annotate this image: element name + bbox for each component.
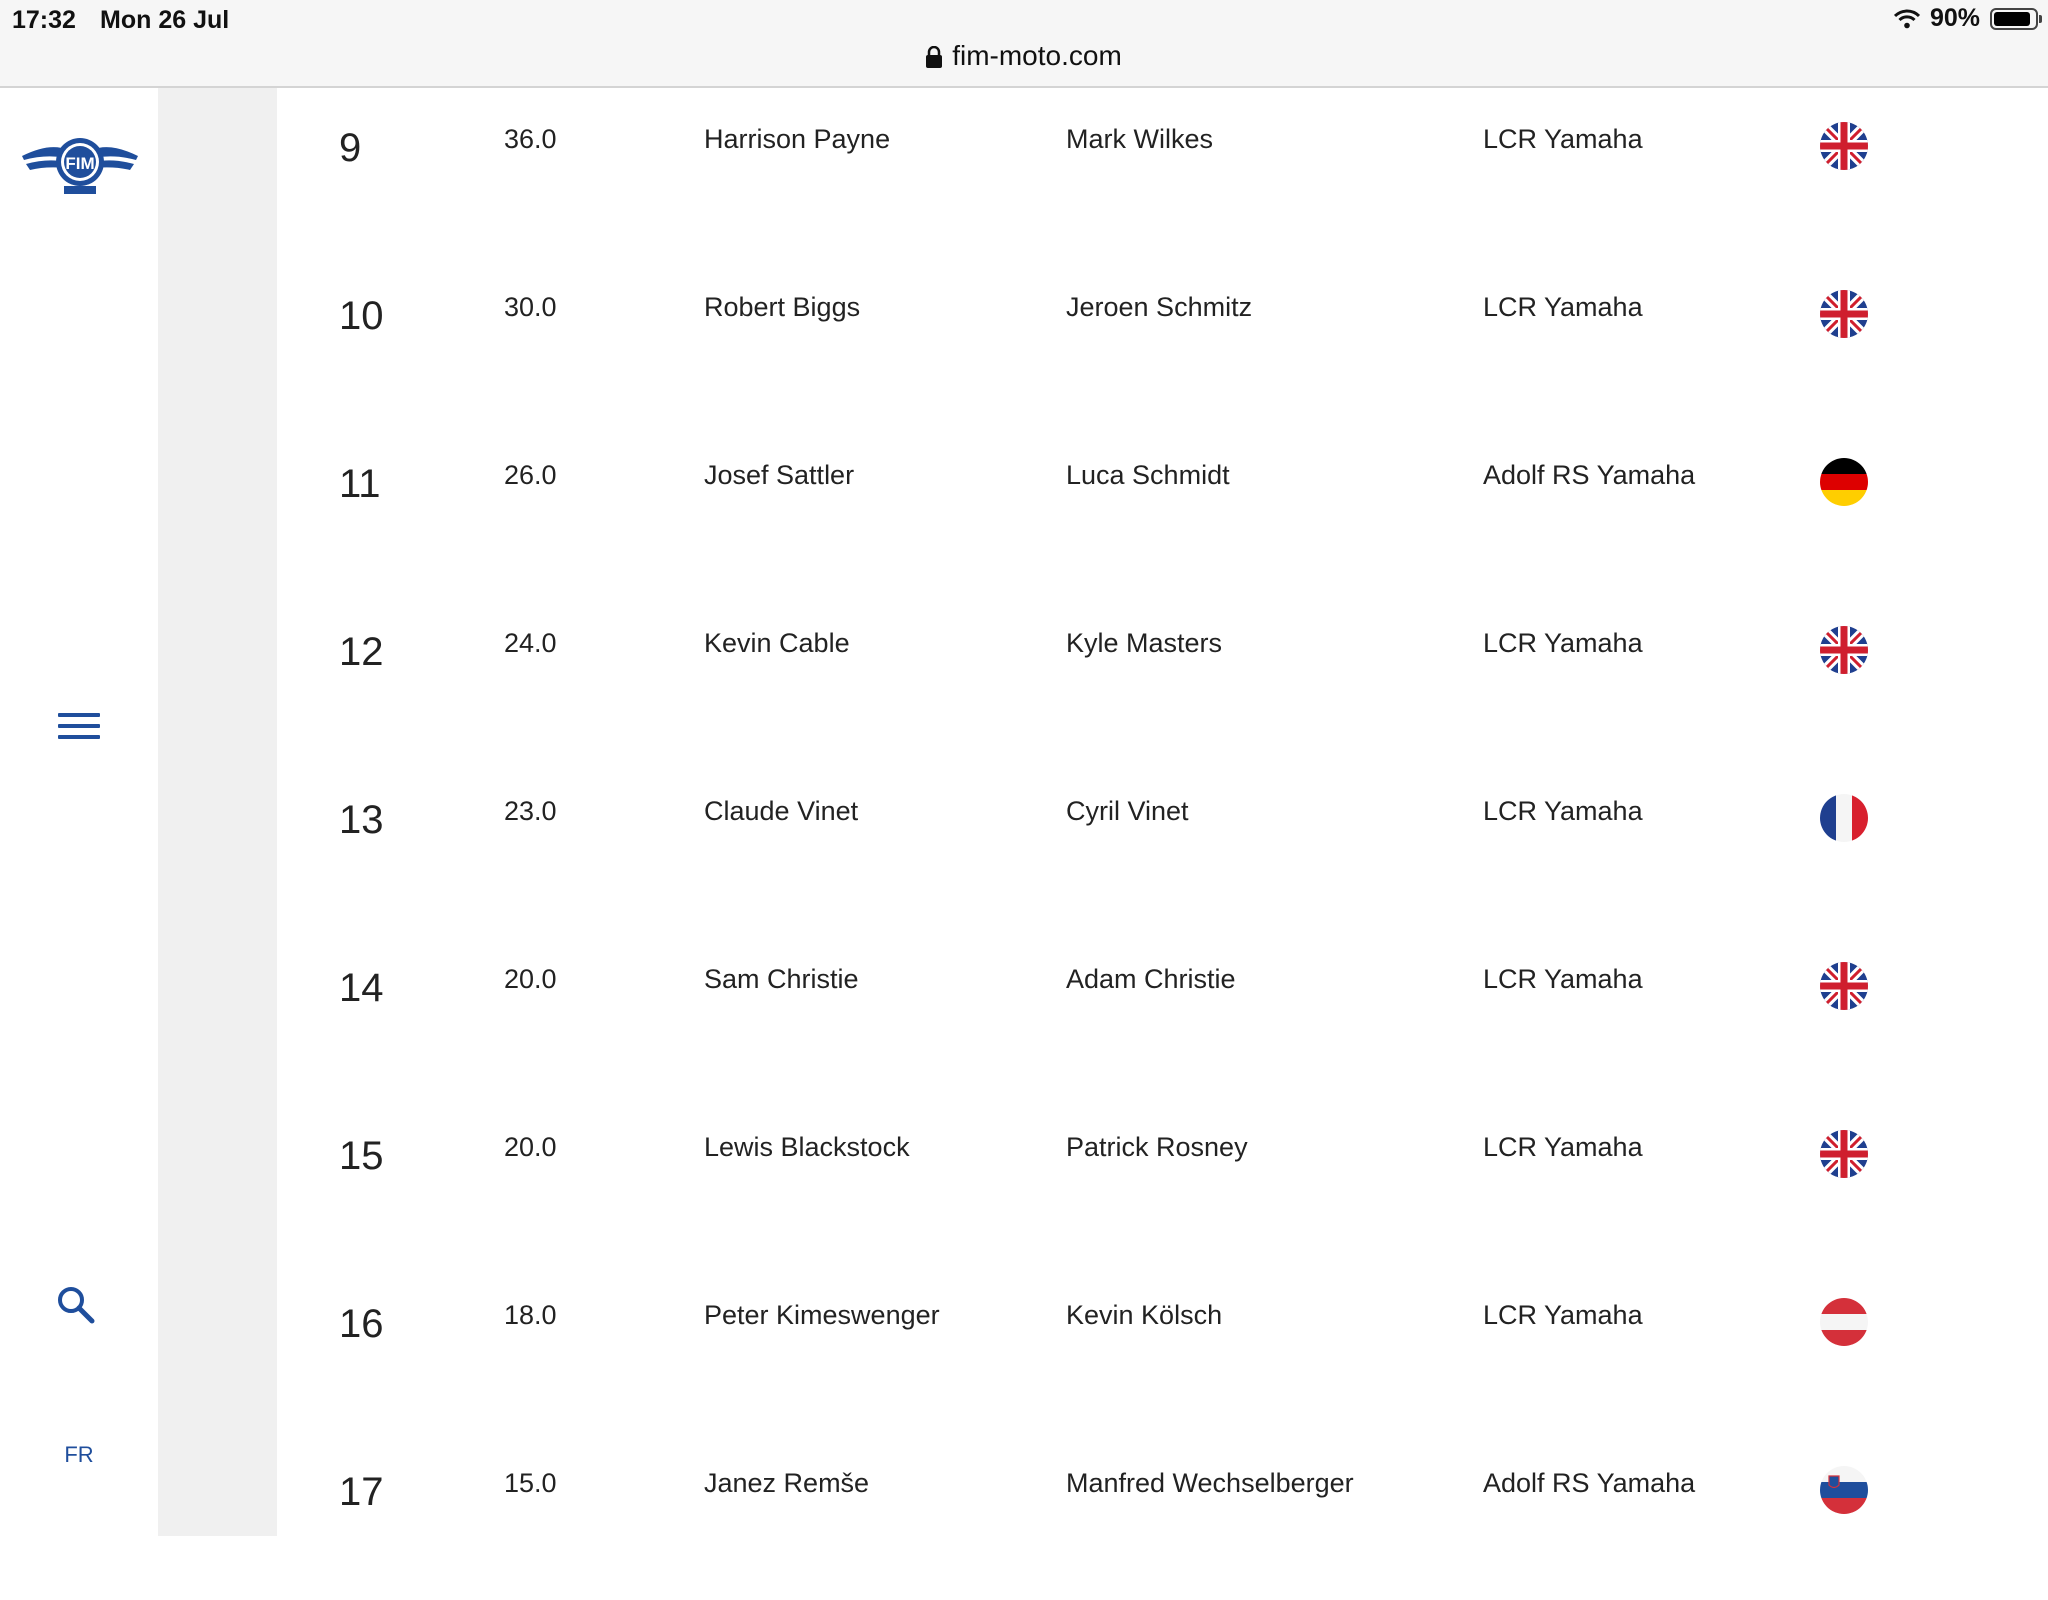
passenger-cell: Mark Wilkes bbox=[1066, 124, 1213, 154]
team-cell: Adolf RS Yamaha bbox=[1483, 1468, 1696, 1498]
team-cell: LCR Yamaha bbox=[1483, 628, 1643, 658]
url-text: fim-moto.com bbox=[952, 40, 1122, 71]
points-cell: 36.0 bbox=[504, 124, 557, 154]
rider-cell: Robert Biggs bbox=[704, 292, 861, 322]
passenger-cell: Jeroen Schmitz bbox=[1066, 292, 1253, 322]
flag-de-icon bbox=[1819, 457, 1869, 507]
table-row[interactable] bbox=[277, 928, 2048, 1096]
table-row[interactable] bbox=[277, 1096, 2048, 1264]
points-cell: 20.0 bbox=[504, 964, 557, 994]
position-cell: 17 bbox=[339, 1470, 384, 1514]
search-icon[interactable] bbox=[56, 1285, 96, 1325]
flag-gb-icon bbox=[1819, 625, 1869, 675]
team-cell: LCR Yamaha bbox=[1483, 292, 1643, 322]
flag-fr-icon bbox=[1819, 793, 1869, 843]
passenger-cell: Patrick Rosney bbox=[1066, 1132, 1248, 1162]
battery-icon bbox=[1990, 8, 2038, 30]
system-indicators bbox=[1894, 4, 2038, 33]
table-row[interactable] bbox=[277, 424, 2048, 592]
rider-cell: Josef Sattler bbox=[704, 460, 855, 490]
passenger-cell: Manfred Wechselberger bbox=[1066, 1468, 1354, 1498]
address-bar[interactable] bbox=[0, 40, 2048, 72]
team-cell: LCR Yamaha bbox=[1483, 1132, 1643, 1162]
passenger-cell: Kyle Masters bbox=[1066, 628, 1223, 658]
menu-bar-icon bbox=[58, 724, 100, 728]
fim-logo[interactable] bbox=[20, 128, 140, 198]
points-cell: 24.0 bbox=[504, 628, 557, 658]
points-cell: 30.0 bbox=[504, 292, 557, 322]
status-date: Mon 26 Jul bbox=[100, 6, 230, 34]
points-cell: 23.0 bbox=[504, 796, 557, 826]
table-row[interactable] bbox=[277, 256, 2048, 424]
wifi-icon bbox=[1894, 9, 1920, 29]
position-cell: 11 bbox=[339, 462, 381, 506]
team-cell: LCR Yamaha bbox=[1483, 1300, 1643, 1330]
rider-cell: Lewis Blackstock bbox=[704, 1132, 910, 1162]
flag-gb-icon bbox=[1819, 961, 1869, 1011]
passenger-cell: Kevin Kölsch bbox=[1066, 1300, 1223, 1330]
rider-cell: Peter Kimeswenger bbox=[704, 1300, 940, 1330]
passenger-cell: Cyril Vinet bbox=[1066, 796, 1189, 826]
status-time: 17:32 bbox=[12, 6, 76, 34]
team-cell: LCR Yamaha bbox=[1483, 796, 1643, 826]
position-cell: 12 bbox=[339, 630, 384, 674]
rider-cell: Kevin Cable bbox=[704, 628, 850, 658]
menu-button[interactable] bbox=[58, 713, 100, 743]
rider-cell: Harrison Payne bbox=[704, 124, 891, 154]
flag-gb-icon bbox=[1819, 1129, 1869, 1179]
flag-at-icon bbox=[1819, 1297, 1869, 1347]
table-row[interactable] bbox=[277, 1264, 2048, 1432]
rider-cell: Claude Vinet bbox=[704, 796, 859, 826]
flag-gb-icon bbox=[1819, 289, 1869, 339]
position-cell: 10 bbox=[339, 294, 384, 338]
team-cell: Adolf RS Yamaha bbox=[1483, 460, 1696, 490]
table-row[interactable] bbox=[277, 760, 2048, 928]
language-switch[interactable]: FR bbox=[64, 1442, 94, 1467]
position-cell: 16 bbox=[339, 1302, 384, 1346]
table-row[interactable] bbox=[277, 1432, 2048, 1600]
status-bar bbox=[0, 0, 2048, 88]
passenger-cell: Luca Schmidt bbox=[1066, 460, 1230, 490]
sidebar-gutter bbox=[158, 88, 277, 1536]
rider-cell: Janez Remše bbox=[704, 1468, 870, 1498]
rider-cell: Sam Christie bbox=[704, 964, 859, 994]
table-row[interactable] bbox=[277, 592, 2048, 760]
menu-bar-icon bbox=[58, 713, 100, 717]
position-cell: 9 bbox=[339, 126, 362, 170]
menu-bar-icon bbox=[58, 735, 100, 739]
position-cell: 13 bbox=[339, 798, 384, 842]
team-cell: LCR Yamaha bbox=[1483, 964, 1643, 994]
position-cell: 14 bbox=[339, 966, 384, 1010]
position-cell: 15 bbox=[339, 1134, 384, 1178]
table-row[interactable] bbox=[277, 88, 2048, 256]
points-cell: 26.0 bbox=[504, 460, 557, 490]
flag-si-icon bbox=[1819, 1465, 1869, 1515]
battery-percent: 90% bbox=[1929, 4, 1980, 32]
flag-gb-icon bbox=[1819, 121, 1869, 171]
points-cell: 20.0 bbox=[504, 1132, 557, 1162]
team-cell: LCR Yamaha bbox=[1483, 124, 1643, 154]
points-cell: 18.0 bbox=[504, 1300, 557, 1330]
points-cell: 15.0 bbox=[504, 1468, 557, 1498]
logo-text: FIM bbox=[65, 154, 95, 173]
passenger-cell: Adam Christie bbox=[1066, 964, 1236, 994]
lock-icon bbox=[926, 46, 942, 68]
